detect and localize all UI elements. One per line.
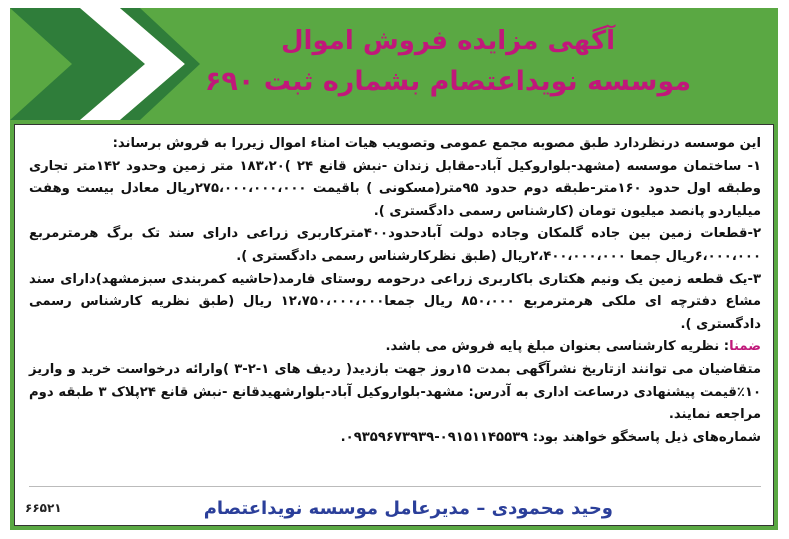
item-1-paragraph: ۱- ساختمان موسسه (مشهد-بلواروکیل آباد-مقابل زندان -نبش قانع ۲۴ )۱۸۳،۲۰ متر زمین وحدود ۱۴۲متر تجاری وطبقه اول حدود ۱۶۰متر-طبقه دوم حدود ۹۵متر(مسکونی ) باقیمت ۲۷۵،۰۰۰،۰۰۰،۰۰۰ریال معادل بیست وهفت میلیاردو پانصد میلیون تومان (کارشناس رسمی دادگستری ). (29, 158, 761, 219)
signature: وحید محمودی – مدیرعامل موسسه نویداعتصام (203, 498, 613, 519)
intro-paragraph: این موسسه درنظردارد طبق مصوبه مجمع عمومی وتصویب هیات امناء اموال زیررا به فروش برساند: (112, 136, 761, 151)
ad-body (14, 124, 774, 526)
ad-frame (10, 8, 778, 530)
ad-subtitle: موسسه نویداعتصام بشماره ثبت ۶۹۰ (204, 66, 692, 97)
ad-code: ۶۶۵۲۱ (25, 501, 62, 515)
ad-text (29, 133, 761, 449)
phones-paragraph: شماره‌های ذیل پاسخگو خواهند بود: ۰۹۱۵۱۱۴۵۵۳۹-۰۹۳۵۹۶۷۳۹۳۹. (340, 429, 761, 445)
note-label: ضمنا (729, 339, 761, 355)
note-text: : نظریه کارشناسی بعنوان مبلغ پایه فروش می باشد. (385, 339, 730, 355)
applicants-paragraph: متقاضیان می توانند ازتاریخ نشرآگهی بمدت ۱۵روز جهت بازدید( ردیف های ۱-۲-۳ )وارائه درخواست خرید و واریز ۱۰٪قیمت پیشنهادی درساعت اداری به آدرس: مشهد-بلواروکیل آباد-بلوارشهیدقانع -نبش قانع ۲۴پلاک ۳ طبقه دوم مراجعه نمایند. (29, 361, 761, 423)
ad-title: آگهی مزایده فروش اموال (281, 26, 615, 56)
item-2-paragraph: ۲-قطعات زمین بین جاده گلمکان وجاده دولت آبادحدود۴۰۰مترکاربری زراعی دارای سند تک برگ هرمترمربع ۶،۰۰۰،۰۰۰ریال جمعا ۲،۴۰۰،۰۰۰،۰۰۰ریال (طبق نظرکارشناس رسمی دادگستری ). (29, 226, 761, 264)
item-3-paragraph: ۳-یک قطعه زمین یک ونیم هکتاری باکاربری زراعی درحومه روستای فارمد(حاشیه کمربندی سبزمشهد)دارای سند مشاع دفترچه ای ملکی هرمترمربع ۸۵۰،۰۰۰ ریال جمعا۱۲،۷۵۰،۰۰۰،۰۰۰ ریال (طبق نظریه کارشناس رسمی دادگستری ). (29, 271, 761, 332)
chevron-decoration-icon (10, 8, 200, 120)
note-paragraph (29, 336, 761, 359)
ad-header (10, 8, 778, 120)
